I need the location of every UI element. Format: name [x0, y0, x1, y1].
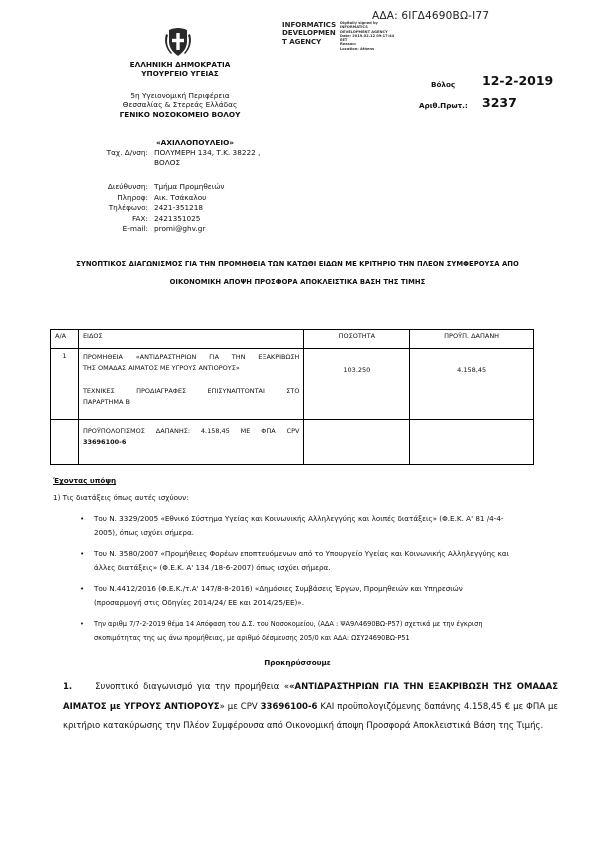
signature-detail-line: Reason: [340, 42, 357, 47]
main-paragraph [63, 678, 558, 737]
signature-details [340, 21, 394, 51]
cell-empty [410, 420, 534, 465]
list-item: • Την αριθμ 7/7-2-2019 θέμα 14 Απόφαση του Δ.Σ. του Νοσοκομείου, (ΑΔΑ : ΨΑ9Λ4690ΒΩ-Ρ57) σχετικά με την έγκριση σκοπιμότητας της ως άνω προμήθειας, με αριθμό δέσμευσης 205/0 και ΑΔΑ: ΩΣΥ24690ΒΩ-Ρ51 [80, 620, 483, 642]
greek-coat-of-arms-icon [163, 26, 193, 58]
paragraph-item-name: «ΑΝΤΙΔΡΑΣΤΗΡΙΩΝ ΓΙΑ ΤΗΝ ΕΞΑΚΡΙΒΩΣΗ ΤΗΣ ΟΜΑΔΑΣ ΑΙΜΑΤΟΣ με ΥΓΡΟΥΣ ΑΝΤΙΟΡΟΥΣ [63, 682, 559, 712]
signature-agency-line: INFORMATICS [282, 21, 337, 29]
phone-value: 2421-351218 [154, 203, 204, 213]
header-cost: ΠΡΟΫΠ. ΔΑΠΑΝΗ [410, 330, 534, 349]
email-link[interactable]: promi@ghv.gr [154, 224, 206, 234]
address-line-1: ΠΟΛΥΜΕΡΗ 134, Τ.Κ. 38222 , [154, 148, 261, 157]
cell-cost: 4.158,45 [410, 349, 534, 420]
cell-empty [304, 420, 410, 465]
header-item: ΕΙΔΟΣ [78, 330, 304, 349]
address-label: Ταχ. Δ/νση: [106, 148, 148, 157]
list-item: • Του Ν. 3580/2007 «Προμήθειες Φορέων εποπτευόμενων από το Υπουργείο Υγείας και Κοινωνικής Αλληλεγγύης και άλλες διατάξεις» (Φ.Ε.Κ. Α' 134 /18-6-2007) όπως ισχύει σήμερα. [80, 549, 510, 572]
paragraph-number: 1. [63, 682, 73, 692]
signature-detail-line: EET [340, 38, 348, 43]
cell-item [78, 349, 304, 420]
hospital-alias: «ΑΧΙΛΛΟΠΟΥΛΕΙΟ» [155, 138, 235, 147]
signature-agency-line: DEVELOPMEN [282, 29, 336, 38]
phone-label: Τηλέφωνο: [108, 203, 148, 213]
specs-line-1: ΤΕΧΝΙΚΕΣ ΠΡΟΔΙΑΓΡΑΦΕΣ ΕΠΙΣΥΝΑΠΤΟΝΤΑΙ ΣΤΟ [82, 387, 300, 395]
republic-name: ΕΛΛΗΝΙΚΗ ΔΗΜΟΚΡΑΤΙΑ [129, 60, 231, 69]
place-label: Βόλος [431, 80, 456, 89]
list-item: • Του Ν.4412/2016 (Φ.Ε.Κ./τ.Α' 147/8-8-2016) «Δημόσιες Συμβάσεις Έργων, Προμηθειών και Υπηρεσιών (προσαρμογή στις Οδηγίες 2014/24/ ΕΕ και 2014/25/ΕΕ)». [80, 584, 463, 607]
signature-detail-line: Date: 2019.02.12 09:17:44 [340, 33, 395, 38]
signature-detail-line: Digitally signed by [340, 21, 378, 25]
having-seen-heading: Έχοντας υπόψη [53, 476, 117, 485]
protocol-label: Αριθ.Πρωτ.: [419, 101, 468, 110]
table-row [51, 420, 534, 465]
protocol-number: 3237 [482, 95, 517, 110]
department-label: Διεύθυνση: [107, 182, 148, 191]
item-line-1: ΠΡΟΜΗΘΕΙΑ «ΑΝΤΙΔΡΑΣΤΗΡΙΩΝ ΓΙΑ ΤΗΝ ΕΞΑΚΡΙΒΩΣΗ [82, 353, 300, 361]
ministry-header [100, 60, 260, 119]
paragraph-text-1: Συνοπτικό διαγωνισμό για την προμήθεια « [95, 682, 290, 692]
table-row [51, 349, 534, 420]
paragraph-text-3: ΚΑΙ προϋπολογιζόμενης δαπάνης 4.158,45 € με ΦΠΑ με κριτήριο κατακύρωσης την Πλέον Συμφέρουσα από Οικονομική άποψη Προσφορά Αποκλειστικά Βάση της Τιμής. [63, 701, 559, 731]
region-name: Θεσσαλίας & Στερεάς Ελλάδας [122, 100, 238, 110]
info-value: Αικ. Τσάκαλου [154, 192, 207, 202]
budget-line-2: 33696100-6 [82, 438, 127, 446]
paragraph-text-2: » με CPV [219, 701, 261, 712]
cell-quantity: 103.250 [304, 349, 410, 420]
ministry-name: ΥΠΟΥΡΓΕΙΟ ΥΓΕΙΑΣ [141, 69, 219, 79]
list-item: • Του Ν. 3329/2005 «Εθνικό Σύστημα Υγείας και Κοινωνικής Αλληλεγγύης και λοιπές διατάξεις» (Φ.Ε.Κ. Α' 81 /4-4- 2005), όπως ισχύει σήμερα. [80, 514, 504, 537]
signature-agency-name [282, 21, 336, 46]
signature-detail-line: INFORMATICS [340, 25, 368, 30]
signature-detail-line: DEVELOPMENT AGENCY [340, 29, 388, 34]
health-region: 5η Υγειονομική Περιφέρεια [130, 90, 230, 100]
email-label: E-mail: [122, 224, 148, 234]
document-title-line-1: ΣΥΝΟΠΤΙΚΟΣ ΔΙΑΓΩΝΙΣΜΟΣ ΓΙΑ ΤΗΝ ΠΡΟΜΗΘΕΙΑ ΤΩΝ ΚΑΤΩΘΙ ΕΙΔΩΝ ΜΕ ΚΡΙΤΗΡΙΟ ΤΗΝ ΠΛΕΟΝ ΣΥΜΦΕΡΟΥΣΑ ΑΠΟ [76, 260, 519, 268]
provisions-intro: 1) Τις διατάξεις όπως αυτές ισχύουν: [53, 493, 189, 502]
item-line-2: ΤΗΣ ΟΜΑΔΑΣ ΑΙΜΑΤΟΣ ΜΕ ΥΓΡΟΥΣ ΑΝΤΙΟΡΟΥΣ» [82, 364, 240, 372]
info-label: Πληροφ: [117, 192, 148, 202]
items-table [50, 329, 534, 465]
signature-agency-line: T AGENCY [282, 37, 322, 46]
address-line-2: ΒΟΛΟΣ [154, 158, 181, 167]
cell-aa: 1 [51, 349, 79, 420]
fax-label: FAX: [132, 213, 148, 223]
document-date: 12-2-2019 [482, 73, 554, 88]
department-value: Τμήμα Προμηθειών [154, 182, 225, 191]
table-header-row [51, 330, 534, 349]
decision-heading: Προκηρύσσουμε [264, 658, 331, 667]
document-title-line-2: ΟΙΚΟΝΟΜΙΚΗ ΑΠΟΨΗ ΠΡΟΣΦΟΡΑ ΑΠΟΚΛΕΙΣΤΙΚΑ ΒΑΣΗ ΤΗΣ ΤΙΜΗΣ [169, 278, 426, 286]
ada-code: ΑΔΑ: 6ΙΓΔ4690ΒΩ-Ι77 [372, 10, 490, 22]
header-aa: Α/Α [51, 330, 79, 349]
paragraph-cpv: 33696100-6 [260, 701, 318, 712]
cell-budget [78, 420, 304, 465]
hospital-name: ΓΕΝΙΚΟ ΝΟΣΟΚΟΜΕΙΟ ΒΟΛΟΥ [119, 109, 241, 119]
contact-block [60, 182, 224, 235]
specs-line-2: ΠΑΡΑΡΤΗΜΑ Β [82, 398, 131, 406]
fax-value: 2421351025 [154, 213, 201, 223]
header-quantity: ΠΟΣΟΤΗΤΑ [304, 330, 410, 349]
provisions-list [80, 512, 558, 645]
budget-line-1: ΠΡΟΫΠΟΛΟΓΙΣΜΟΣ ΔΑΠΑΝΗΣ: 4.158,45 ΜΕ ΦΠΑ CPV [82, 427, 300, 435]
signature-detail-line: Location: Athens [340, 46, 375, 51]
cell-empty [51, 420, 79, 465]
